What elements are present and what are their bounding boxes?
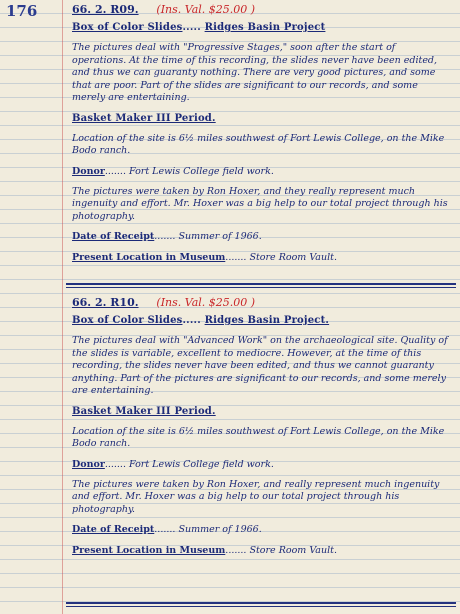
site-location: Location of the site is 6½ miles southwest of Fort Lewis College, on the Mike Bodo ranch. xyxy=(72,425,445,449)
margin-line xyxy=(62,0,63,614)
insurance-value: (Ins. Val. $25.00 ) xyxy=(156,296,256,309)
museum-location-line: Present Location in Museum....... Store Room Vault. xyxy=(72,252,337,263)
museum-location-label: Present Location in Museum xyxy=(72,545,226,556)
heading-label: Box of Color Slides xyxy=(72,315,183,326)
heading-title: Ridges Basin Project xyxy=(204,22,326,33)
heading-title: Ridges Basin Project. xyxy=(204,315,330,326)
receipt-line: Date of Receipt....... Summer of 1966. xyxy=(72,524,262,535)
period-label: Basket Maker III Period. xyxy=(72,112,216,124)
donor-value: Fort Lewis College field work. xyxy=(129,165,274,177)
photographer-note: The pictures were taken by Ron Hoxer, and really represent much ingenuity and effort. Mr. Hoxer was a big help to our total project through his photography. xyxy=(72,478,440,515)
museum-location-label: Present Location in Museum xyxy=(72,252,226,263)
catalog-number: 66. 2. R10. xyxy=(72,296,139,309)
description: The pictures deal with "Advanced Work" on the archaeological site. Quality of the slides is variable, excellent to mediocre. However, at the time of this recording, the slides never have been edited, and thus we cannot guaranty anything. Part of the pictures are significant to our records, and some merely are entertaining. xyxy=(72,335,448,396)
entry-id-line xyxy=(72,296,450,314)
period-label: Basket Maker III Period. xyxy=(72,405,216,417)
insurance-value: (Ins. Val. $25.00 ) xyxy=(156,3,256,16)
receipt-line: Date of Receipt....... Summer of 1966. xyxy=(72,231,262,242)
donor-label: Donor xyxy=(72,458,105,470)
entry-id-line xyxy=(72,3,450,21)
description: The pictures deal with "Progressive Stages," soon after the start of operations. At the time of this recording, the slides never have been edited, and thus we can guaranty nothing. There are very good pictures, and some that are poor. Part of the slides are significant to our records, and some merely are entertaining. xyxy=(72,42,438,103)
donor-line: Donor....... Fort Lewis College field work. xyxy=(72,458,274,470)
catalog-entry xyxy=(72,3,450,265)
site-location: Location of the site is 6½ miles southwest of Fort Lewis College, on the Mike Bodo ranch. xyxy=(72,132,445,156)
museum-location-value: Store Room Vault. xyxy=(249,252,337,263)
museum-location-value: Store Room Vault. xyxy=(249,545,337,556)
donor-label: Donor xyxy=(72,165,105,177)
catalog-entry xyxy=(72,296,450,558)
receipt-value: Summer of 1966. xyxy=(178,524,262,535)
donor-value: Fort Lewis College field work. xyxy=(129,458,274,470)
photographer-note: The pictures were taken by Ron Hoxer, and they really represent much ingenuity and effort. Mr. Hoxer was a big help to our total project through his photography. xyxy=(72,185,448,222)
catalog-number: 66. 2. R09. xyxy=(72,3,139,16)
museum-location-line: Present Location in Museum....... Store Room Vault. xyxy=(72,545,337,556)
heading-label: Box of Color Slides xyxy=(72,22,183,33)
entry-heading: Box of Color Slides..... Ridges Basin Project xyxy=(72,22,326,33)
period xyxy=(72,405,450,419)
receipt-value: Summer of 1966. xyxy=(178,231,262,242)
receipt-label: Date of Receipt xyxy=(72,524,155,535)
period xyxy=(72,112,450,126)
page-number: 176 xyxy=(6,2,38,20)
donor-line: Donor....... Fort Lewis College field work. xyxy=(72,165,274,177)
entry-heading: Box of Color Slides..... Ridges Basin Project. xyxy=(72,315,330,326)
receipt-label: Date of Receipt xyxy=(72,231,155,242)
